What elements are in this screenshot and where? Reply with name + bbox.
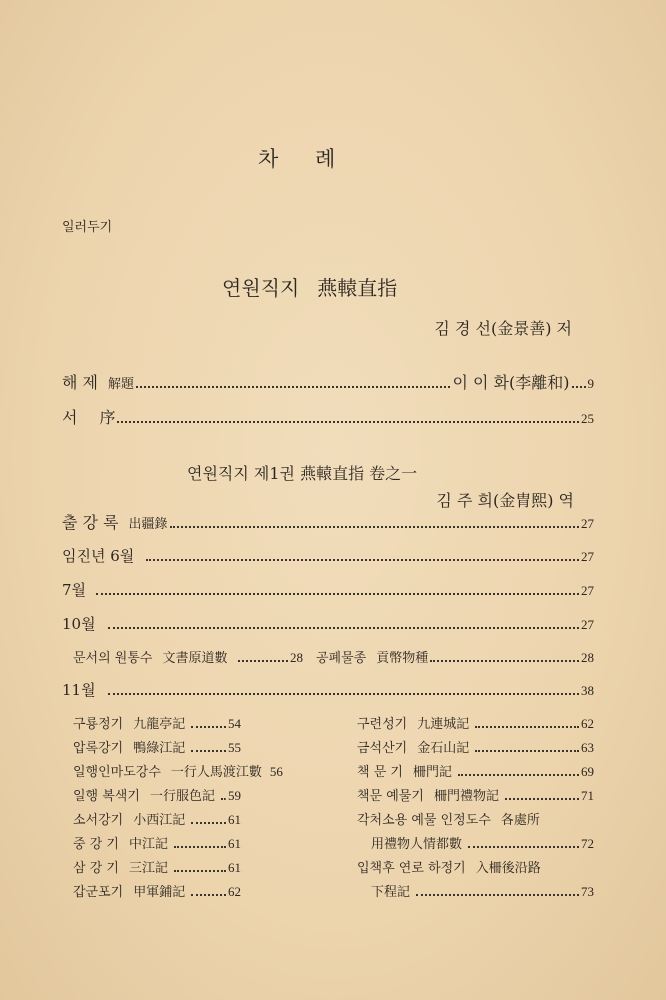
- entry-title: 10월: [62, 615, 96, 633]
- entry-title: 일행 복색기: [73, 789, 140, 804]
- volume-translator: 김 주 희(金胄熙) 역: [436, 491, 574, 510]
- entry-title-zh: 出疆錄: [128, 517, 168, 532]
- entry-title-zh: 用禮物人情都數: [371, 837, 463, 852]
- toc-entry: [62, 370, 594, 393]
- entry-title-zh: 三江記: [128, 861, 168, 876]
- toc-entry: [62, 613, 594, 634]
- entry-title: 갑군포기: [73, 885, 124, 900]
- toc-subentry: [73, 809, 241, 828]
- entry-page: 38: [581, 683, 594, 698]
- entry-title: 임진년 6월: [62, 547, 135, 565]
- toc-subentry: [73, 785, 241, 804]
- entry-page: 28: [290, 650, 303, 665]
- entry-title: 소서강기: [73, 813, 124, 828]
- entry-page: 9: [587, 376, 594, 391]
- entry-page: 27: [581, 549, 594, 564]
- entry-title: 일행인마도강수: [73, 765, 161, 780]
- entry-page: 61: [228, 860, 241, 875]
- entry-page: 72: [581, 836, 594, 851]
- entry-title-zh: 解題: [108, 377, 135, 392]
- entry-title-zh: 柵門記: [412, 765, 452, 780]
- toc-subentry: [316, 647, 594, 666]
- entry-page: 63: [581, 740, 594, 755]
- entry-title-zh: 各處所: [500, 813, 540, 828]
- entry-page: 55: [228, 740, 241, 755]
- entry-page: 25: [581, 411, 594, 426]
- entry-title-zh: 中江記: [128, 837, 168, 852]
- toc-entry: [62, 545, 594, 566]
- toc-subentry: [357, 785, 594, 804]
- notes-link: 일러두기: [62, 220, 113, 235]
- entry-title: 출 강 록: [62, 513, 119, 532]
- entry-title-zh: 甲軍鋪記: [133, 885, 186, 900]
- entry-page: 62: [581, 716, 594, 731]
- toc-subentry: [73, 761, 283, 780]
- toc-entry: [62, 510, 594, 533]
- entry-page: 73: [581, 884, 594, 899]
- entry-title-zh: 小西江記: [133, 813, 186, 828]
- entry-page: 71: [581, 788, 594, 803]
- book-title: [222, 272, 397, 301]
- toc-subentry: [73, 833, 241, 852]
- entry-title: 삼 강 기: [73, 861, 119, 876]
- toc-subentry: [73, 737, 241, 756]
- book-title-zh: 燕轅直指: [317, 276, 398, 300]
- toc-entry: [62, 579, 594, 600]
- toc-subentry: [73, 857, 241, 876]
- entry-title: 금석산기: [357, 741, 408, 756]
- toc-subentry: [73, 647, 303, 666]
- entry-page: 28: [581, 650, 594, 665]
- entry-page: 27: [581, 583, 594, 598]
- entry-title-zh: 文書原道數: [162, 651, 228, 666]
- entry-page: 61: [228, 836, 241, 851]
- entry-title: 구룡정기: [73, 717, 124, 732]
- book-title-ko: 연원직지: [222, 276, 300, 300]
- entry-page: 56: [269, 764, 283, 779]
- toc-entry: [62, 679, 594, 700]
- toc-subentry: [357, 809, 540, 828]
- book-author: 김 경 선(金景善) 저: [434, 319, 572, 338]
- entry-title: 서: [62, 408, 78, 427]
- entry-page: 54: [228, 716, 241, 731]
- entry-title: 11월: [62, 681, 96, 699]
- entry-page: 62: [228, 884, 241, 899]
- toc-subentry: [73, 881, 241, 900]
- entry-title: 해 제: [62, 373, 98, 392]
- entry-title-zh: 鴨綠江記: [133, 741, 186, 756]
- entry-title: 각처소용 예물 인정도수: [357, 813, 491, 828]
- entry-title-zh: 一行服色記: [149, 789, 215, 804]
- toc-subentry: [357, 761, 594, 780]
- entry-title: 구련성기: [357, 717, 408, 732]
- entry-page: 27: [581, 617, 594, 632]
- entry-title-zh: 序: [99, 408, 116, 427]
- entry-title: 공폐물종: [316, 651, 367, 666]
- entry-title-zh: 下程記: [371, 885, 411, 900]
- entry-title-zh: 入柵後沿路: [475, 861, 541, 876]
- toc-entry: [62, 405, 594, 428]
- entry-page: 59: [228, 788, 241, 803]
- entry-title: 문서의 원통수: [73, 651, 153, 666]
- entry-title-zh: 柵門禮物記: [433, 789, 499, 804]
- entry-title: 책문 예물기: [357, 789, 424, 804]
- entry-title-zh: 九連城記: [417, 717, 470, 732]
- entry-page: 69: [581, 764, 594, 779]
- entry-title: 중 강 기: [73, 837, 119, 852]
- entry-title: 입책후 연로 하정기: [357, 861, 466, 876]
- entry-title-zh: 金石山記: [417, 741, 470, 756]
- entry-title-zh: 一行人馬渡江數: [170, 765, 262, 780]
- toc-subentry: [357, 737, 594, 756]
- entry-title: 압록강기: [73, 741, 124, 756]
- entry-page: 61: [228, 812, 241, 827]
- toc-subentry: [357, 881, 594, 900]
- entry-page: 27: [581, 516, 594, 531]
- toc-subentry: [357, 857, 541, 876]
- toc-subentry: [357, 833, 594, 852]
- toc-subentry: [73, 713, 241, 732]
- page-title: 차 례: [258, 147, 338, 171]
- entry-author: 이 이 화(李離和): [452, 373, 570, 392]
- entry-title: 7월: [62, 581, 87, 599]
- toc-subentry: [357, 713, 594, 732]
- entry-title-zh: 九龍亭記: [133, 717, 186, 732]
- entry-title-zh: 貢幣物種: [376, 651, 429, 666]
- volume-heading: 연원직지 제1권 燕轅直指 卷之一: [187, 464, 418, 483]
- entry-title: 책 문 기: [357, 765, 403, 780]
